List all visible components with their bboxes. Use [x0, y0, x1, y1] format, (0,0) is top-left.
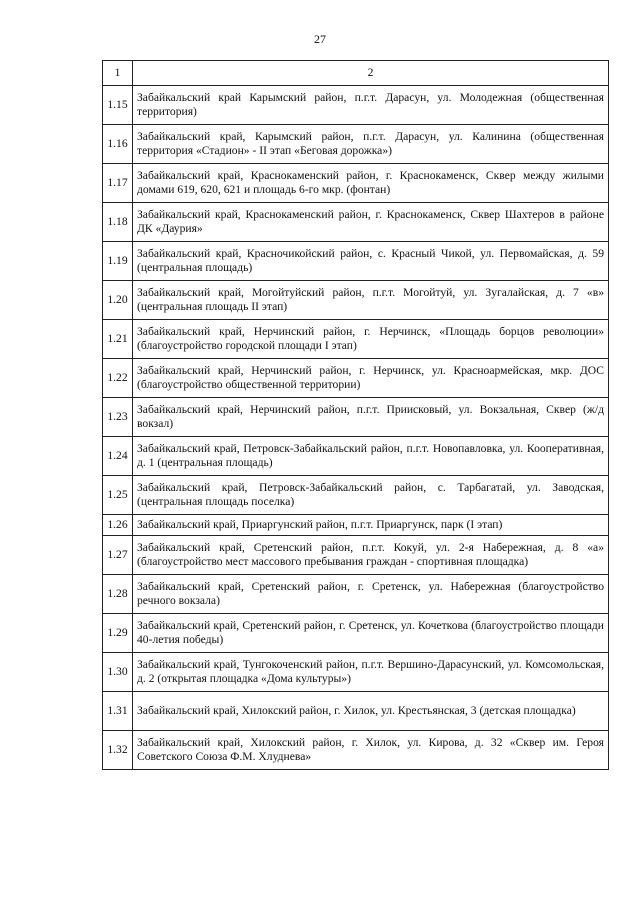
table-body	[103, 86, 609, 770]
row-number: 1.19	[103, 242, 133, 281]
row-description: Забайкальский край, Тунгокоченский район, п.г.т. Вершино-Дарасунский, ул. Комсомольская, д. 2 (открытая площадка «Дома культуры»)	[133, 653, 609, 692]
table-row	[103, 575, 609, 614]
table-row	[103, 320, 609, 359]
row-description: Забайкальский край, Нерчинский район, г. Нерчинск, ул. Красноармейская, мкр. ДОС (благоустройство общественной территории)	[133, 359, 609, 398]
row-description: Забайкальский край, Приаргунский район, п.г.т. Приаргунск, парк (I этап)	[133, 515, 609, 536]
table-row	[103, 731, 609, 770]
row-number: 1.28	[103, 575, 133, 614]
row-description: Забайкальский край, Сретенский район, г. Сретенск, ул. Кочеткова (благоустройство площади 40-летия победы)	[133, 614, 609, 653]
table-row	[103, 281, 609, 320]
row-number: 1.18	[103, 203, 133, 242]
table-row	[103, 125, 609, 164]
row-description: Забайкальский край, Петровск-Забайкальский район, с. Тарбагатай, ул. Заводская, (центральная площадь поселка)	[133, 476, 609, 515]
table-row	[103, 653, 609, 692]
row-number: 1.29	[103, 614, 133, 653]
column-header-number: 1	[103, 61, 133, 86]
row-description: Забайкальский край, Краснокаменский район, г. Краснокаменск, Сквер Шахтеров в районе ДК «Даурия»	[133, 203, 609, 242]
row-description: Забайкальский край, Могойтуйский район, п.г.т. Могойтуй, ул. Зугалайская, д. 7 «в» (центральная площадь II этап)	[133, 281, 609, 320]
row-number: 1.31	[103, 692, 133, 731]
table-row	[103, 203, 609, 242]
row-number: 1.32	[103, 731, 133, 770]
table-header-row	[103, 61, 609, 86]
table-row	[103, 515, 609, 536]
table-row	[103, 536, 609, 575]
row-number: 1.27	[103, 536, 133, 575]
row-number: 1.16	[103, 125, 133, 164]
table-row	[103, 476, 609, 515]
row-number: 1.22	[103, 359, 133, 398]
table-row	[103, 86, 609, 125]
document-table	[102, 60, 609, 770]
row-description: Забайкальский край Карымский район, п.г.т. Дарасун, ул. Молодежная (общественная территория)	[133, 86, 609, 125]
row-description: Забайкальский край, Нерчинский район, п.г.т. Приисковый, ул. Вокзальная, Сквер (ж/д вокзал)	[133, 398, 609, 437]
row-number: 1.17	[103, 164, 133, 203]
row-description: Забайкальский край, Сретенский район, п.г.т. Кокуй, ул. 2-я Набережная, д. 8 «а» (благоустройство мест массового пребывания граждан - спортивная площадка)	[133, 536, 609, 575]
row-number: 1.20	[103, 281, 133, 320]
table-row	[103, 242, 609, 281]
row-description: Забайкальский край, Хилокский район, г. Хилок, ул. Крестьянская, 3 (детская площадка)	[133, 692, 609, 731]
row-description: Забайкальский край, Сретенский район, г. Сретенск, ул. Набережная (благоустройство речного вокзала)	[133, 575, 609, 614]
page-number: 27	[314, 32, 326, 46]
table-row	[103, 164, 609, 203]
row-description: Забайкальский край, Хилокский район, г. Хилок, ул. Кирова, д. 32 «Сквер им. Героя Советского Союза Ф.М. Хлуднева»	[133, 731, 609, 770]
row-number: 1.26	[103, 515, 133, 536]
row-description: Забайкальский край, Краснокаменский район, г. Краснокаменск, Сквер между жилыми домами 619, 620, 621 и площадь 6-го мкр. (фонтан)	[133, 164, 609, 203]
row-number: 1.30	[103, 653, 133, 692]
table-row	[103, 692, 609, 731]
table-row	[103, 398, 609, 437]
table-row	[103, 614, 609, 653]
row-description: Забайкальский край, Нерчинский район, г. Нерчинск, «Площадь борцов революции» (благоустройство городской площади I этап)	[133, 320, 609, 359]
row-number: 1.25	[103, 476, 133, 515]
row-description: Забайкальский край, Петровск-Забайкальский район, п.г.т. Новопавловка, ул. Кооперативная, д. 1 (центральная площадь)	[133, 437, 609, 476]
column-header-description: 2	[133, 61, 609, 86]
table-row	[103, 437, 609, 476]
row-number: 1.23	[103, 398, 133, 437]
row-number: 1.15	[103, 86, 133, 125]
row-number: 1.21	[103, 320, 133, 359]
row-number: 1.24	[103, 437, 133, 476]
row-description: Забайкальский край, Карымский район, п.г.т. Дарасун, ул. Калинина (общественная территория «Стадион» - II этап «Беговая дорожка»)	[133, 125, 609, 164]
table-row	[103, 359, 609, 398]
row-description: Забайкальский край, Красночикойский район, с. Красный Чикой, ул. Первомайская, д. 59 (центральная площадь)	[133, 242, 609, 281]
